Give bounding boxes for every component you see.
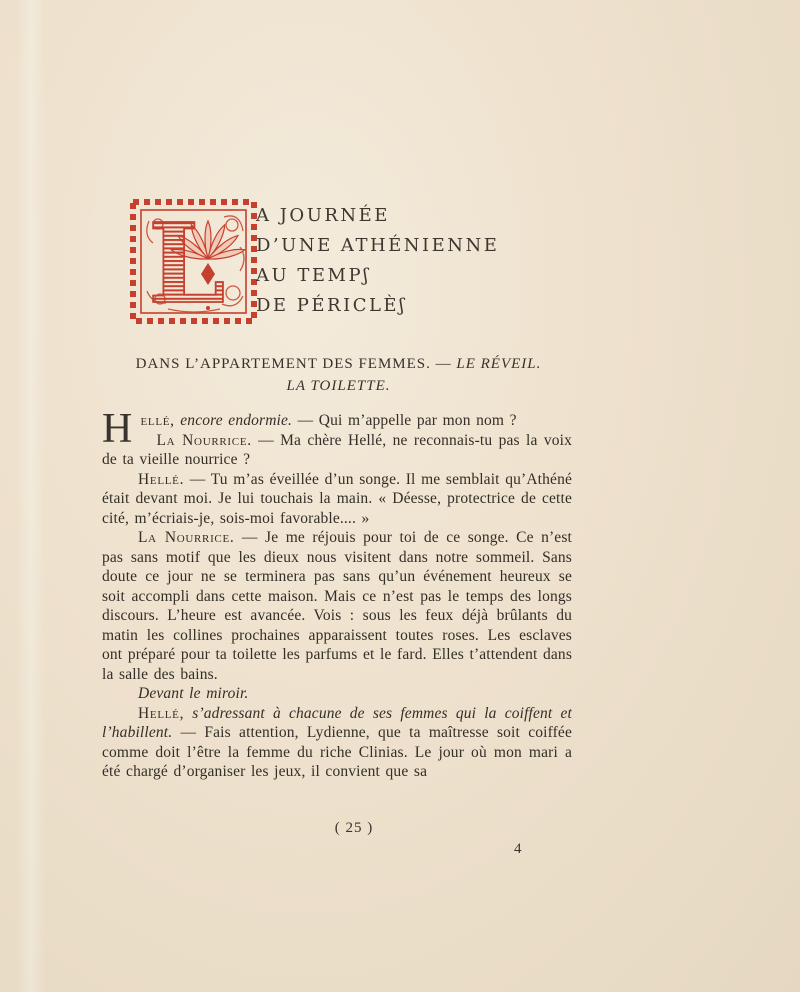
heading-roman: DANS L’APPARTEMENT DES FEMMES. —: [135, 356, 457, 372]
ornament-letter: L: [148, 199, 226, 326]
chapter-heading-line-1: [102, 353, 575, 375]
chapter-heading: [102, 353, 575, 397]
dropcap-letter: H: [102, 406, 133, 452]
title-line-2: D’UNE ATHÉNIENNE: [256, 235, 500, 256]
initial-ornament-graphic: [128, 197, 259, 326]
stage-direction: Devant le miroir.: [138, 685, 249, 702]
paragraph-helle-2: Hellé. — Tu m’as éveillée d’un songe. Il me semblait qu’Athéné était devant moi. Je lui touchais la main. « Déesse, protectrice de cette cité, m’écriais-je, sois-moi favorable.... »: [102, 470, 572, 527]
body-text: [102, 406, 572, 782]
paragraph-nourrice-1: La Nourrice. — Ma chère Hellé, ne reconnais-tu pas la voix de ta vieille nourrice ?: [102, 431, 572, 468]
page-number: ( 25 ): [334, 820, 374, 836]
paragraph-helle-1: ellé, encore endormie. — Qui m’appelle par mon nom ?: [140, 412, 517, 429]
title-line-3: AU TEMPʃ: [256, 265, 371, 286]
signature-mark: 4: [514, 841, 522, 857]
book-title: [256, 201, 499, 321]
heading-italic: LE RÉVEIL.: [456, 356, 542, 372]
paragraph-helle-3: Hellé, s’adressant à chacune de ses femmes qui la coiffent et l’habillent. — Fais attention, Lydienne, que ta maîtresse soit coiffée comme doit l’être la femme du riche Clinias. Le jour où mon mari a été chargé d’organiser les jeux, il convient que sa: [102, 704, 572, 780]
title-line-1: A JOURNÉE: [256, 205, 390, 226]
chapter-heading-line-2: LA TOILETTE.: [286, 378, 391, 394]
opening-paragraph-group: [102, 406, 572, 470]
decorated-initial-block: [128, 197, 259, 326]
title-line-4: DE PÉRICLÈʃ: [256, 295, 407, 316]
paragraph-nourrice-2: La Nourrice. — Je me réjouis pour toi de ce songe. Ce n’est pas sans motif que les dieux nous visitent dans notre sommeil. Sans doute ce jour ne se terminera pas sans qu’un événement heureux se soit accompli dans cette maison. Mais ce n’est pas le temps des longs discours. L’heure est avancée. Vois : sous les feux déjà brûlants du matin les collines prochaines apparaissent toutes roses. Les esclaves ont préparé pour ta toilette les parfums et le fard. Elles t’attendent dans la salle des bains.: [102, 529, 572, 683]
